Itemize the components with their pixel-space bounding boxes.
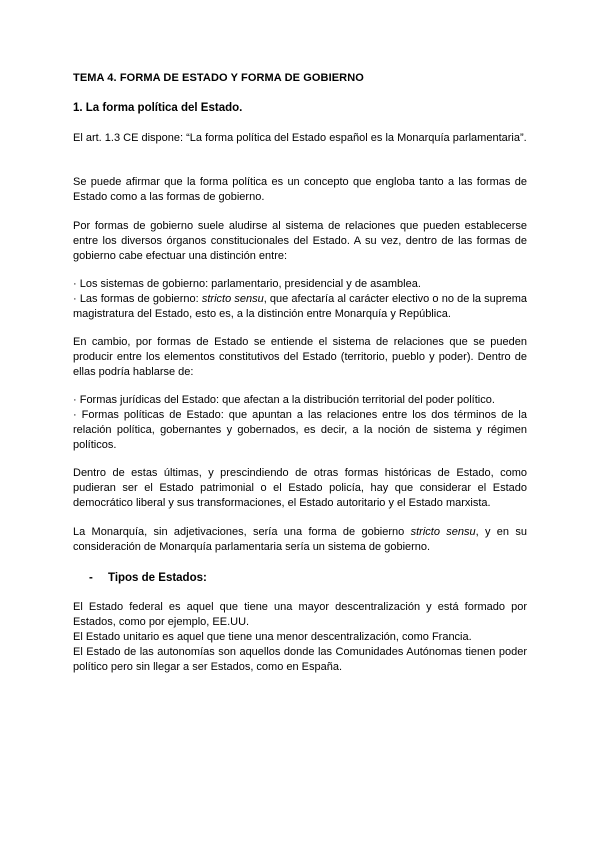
paragraph-formas-de-gobierno: Por formas de gobierno suele aludirse al sistema de relaciones que pueden establecerse entre los diversos órganos constitucionales del Estado. A su vez, dentro de las formas de gobierno cabe efectuar una distinción entre: [73,220,527,262]
paragraph-formas-de-estado: En cambio, por formas de Estado se entiende el sistema de relaciones que se pueden producir entre los elementos constitutivos del Estado (territorio, pueblo y poder). Dentro de ellas podría hablarse de: [73,336,527,378]
italic-stricto-sensu: stricto sensu [201,293,264,305]
list-item-sistemas-de-gobierno: · Los sistemas de gobierno: parlamentario, presidencial y de asamblea. [73,278,421,290]
section-heading-forma-politica: 1. La forma política del Estado. [73,102,243,114]
text-estado-federal: El Estado federal es aquel que tiene una mayor descentralización y está formado por Estados, como por ejemplo, EE.UU. [73,601,527,628]
paragraph-art-1-3: El art. 1.3 CE dispone: “La forma política del Estado español es la Monarquía parlamentaria”. [73,132,527,144]
section-heading-tipos-label: Tipos de Estados: [108,572,207,584]
list-item-formas-juridicas: · Formas jurídicas del Estado: que afectan a la distribución territorial del poder político. [73,394,495,406]
list-dash: - [89,572,93,584]
paragraph-tipos-de-estados [73,600,527,675]
italic-stricto-sensu-2: stricto sensu [410,526,476,538]
list-formas-de-gobierno [73,277,527,322]
document-title: TEMA 4. FORMA DE ESTADO Y FORMA DE GOBIERNO [73,72,364,84]
list-formas-de-estado [73,393,527,453]
section-heading-tipos-de-estados [73,571,527,587]
paragraph-forma-politica-concepto: Se puede afirmar que la forma política es un concepto que engloba tanto a las formas de Estado como a las formas de gobierno. [73,176,527,203]
paragraph-estado-democratico: Dentro de estas últimas, y prescindiendo de otras formas históricas de Estado, como pudieran ser el Estado patrimonial o el Estado policía, hay que considerar el Estado democrático liberal y sus transformaciones, el Estado autoritario y el Estado marxista. [73,467,527,509]
text-estado-unitario: El Estado unitario es aquel que tiene una menor descentralización, como Francia. [73,631,472,643]
list-item-formas-politicas: · Formas políticas de Estado: que apuntan a las relaciones entre los dos términos de la relación política, gobernantes y gobernados, es decir, a la noción de sistema y régimen políticos. [73,409,527,451]
list-item-formas-de-gobierno: · Las formas de gobierno: stricto sensu, que afectaría al carácter electivo o no de la suprema magistratura del Estado, esto es, a la distinción entre Monarquía y República. [73,293,527,320]
paragraph-monarquia: La Monarquía, sin adjetivaciones, sería una forma de gobierno stricto sensu, y en su consideración de Monarquía parlamentaria sería un sistema de gobierno. [73,526,527,553]
text-estado-autonomias: El Estado de las autonomías son aquellos donde las Comunidades Autónomas tienen poder político pero sin llegar a ser Estados, como en España. [73,646,527,673]
